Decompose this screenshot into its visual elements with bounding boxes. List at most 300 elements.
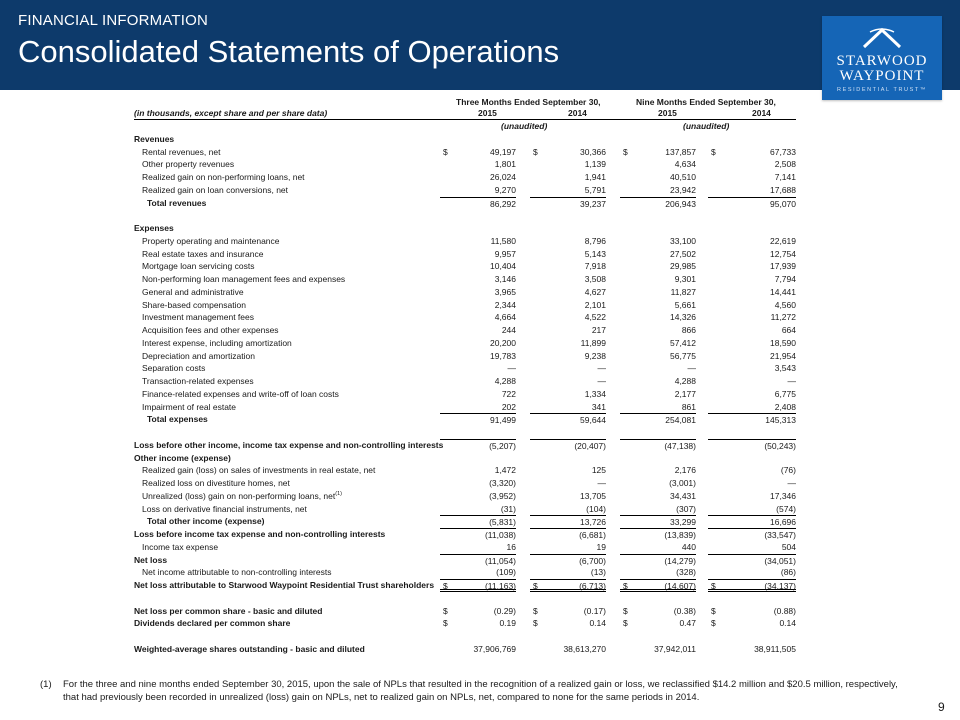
table-row [134,643,796,656]
value-cell [708,337,796,350]
value-cell [440,184,516,197]
value-cell [620,350,696,363]
row-label [134,643,365,656]
value-cell [620,235,696,248]
cell-value: 33,299 [670,517,696,528]
value-cell [620,299,696,312]
value-cell [620,248,696,261]
table-row [134,171,796,184]
value-cell [708,350,796,363]
row-label-text: Total revenues [147,197,207,208]
cell-value: (307) [676,503,696,514]
value-cell [530,503,606,516]
value-cell [620,337,696,350]
table-row [134,528,796,541]
table-row [134,452,796,465]
cell-value: 1,801 [494,159,516,170]
cell-value: 18,590 [770,337,796,348]
cell-value: 21,954 [770,350,796,361]
cell-value: 30,366 [580,146,606,157]
table-row [134,350,796,363]
cell-value: 38,613,270 [563,643,606,654]
cell-value: 3,508 [584,274,606,284]
cell-value: 137,857 [665,146,696,157]
value-cell [530,566,606,579]
row-label-text: Weighted-average shares outstanding - basic and diluted [134,643,365,654]
unaudited-row [134,120,796,133]
value-cell [440,503,516,516]
cell-value: 244 [501,325,516,335]
value-cell [708,171,796,184]
footnote-reference: (1) [335,490,342,497]
row-label [142,388,339,401]
value-cell [440,515,516,528]
cell-value: 14,326 [670,312,696,323]
row-label [147,413,208,426]
value-cell [530,362,606,375]
cell-value: 4,634 [674,159,696,170]
value-cell [440,566,516,579]
cell-value: 27,502 [670,248,696,259]
value-cell [530,260,606,273]
cell-value: (86) [780,567,796,578]
cell-value: 6,775 [774,388,796,399]
row-label [142,273,345,286]
value-cell [620,362,696,375]
year-header: 2015 [478,108,497,118]
value-cell [708,515,796,528]
cell-value: 5,791 [584,184,606,195]
table-row [134,617,796,630]
table-row [134,133,796,146]
cell-value: 9,270 [494,184,516,195]
value-cell [620,324,696,337]
cell-value: 34,431 [670,490,696,501]
cell-value: 67,733 [770,146,796,157]
value-cell [530,311,606,324]
cell-value: (6,713) [579,581,606,591]
currency-symbol: $ [533,605,538,616]
cell-value: (34,051) [764,555,796,566]
row-label-text: Dividends declared per common share [134,618,291,629]
value-cell [708,490,796,503]
row-label-text: Loss on derivative financial instruments, net [142,503,307,514]
cell-value: (5,207) [489,440,516,451]
value-cell [708,554,796,567]
cell-value: 8,796 [584,235,606,246]
row-label [134,579,434,592]
table-row [134,311,796,324]
currency-symbol: $ [533,146,538,157]
cell-value: 4,288 [494,376,516,386]
value-cell [708,477,796,490]
row-label [142,566,331,579]
value-cell [620,617,696,630]
cell-value: 37,942,011 [654,643,696,654]
value-cell [708,439,796,452]
spacer-row [134,426,796,439]
value-cell [530,541,606,554]
cell-value: 1,334 [584,388,606,399]
cell-value: 10,404 [490,261,516,272]
row-label [142,541,218,554]
value-cell [530,286,606,299]
table-row [134,260,796,273]
row-label-text: Income tax expense [142,541,219,552]
value-cell [530,375,606,388]
row-label [142,311,254,324]
cell-value: (34,137) [764,581,796,591]
cell-value: — [597,478,606,488]
row-label [134,617,290,630]
cell-value: 22,619 [770,235,796,246]
value-cell [440,528,516,541]
value-cell [708,260,796,273]
cell-value: — [597,363,606,374]
row-label-text: Impairment of real estate [142,401,237,412]
cell-value: 11,899 [580,337,606,348]
logo-line-1: STARWOOD [836,53,928,69]
cell-value: (0.38) [673,605,696,616]
value-cell [530,579,606,592]
cell-value: (13) [590,567,606,578]
cell-value: (0.29) [493,605,516,616]
row-label-text: Acquisition fees and other expenses [142,325,279,335]
row-label-text: Non-performing loan management fees and expenses [142,274,346,284]
row-label-text: Net loss attributable to Starwood Waypoint Residential Trust shareholders [134,580,435,590]
row-label [142,362,205,375]
cell-value: 13,705 [580,490,606,501]
year-header: 2014 [568,108,587,118]
cell-value: (13,839) [664,530,696,540]
value-cell [530,350,606,363]
row-label-text: Revenues [134,133,175,144]
value-cell [440,158,516,171]
value-cell [530,146,606,159]
row-label-text: Transaction-related expenses [142,376,254,386]
currency-symbol: $ [533,618,538,629]
value-cell [440,273,516,286]
cell-value: 2,176 [674,465,696,476]
cell-value: (328) [676,567,696,578]
group-header-three-months: Three Months Ended September 30, [456,97,601,107]
value-cell [530,490,606,503]
row-label [134,452,231,465]
row-label-text: Real estate taxes and insurance [142,248,264,259]
value-cell [620,439,696,452]
row-label [142,146,220,159]
value-cell [530,401,606,414]
cell-value: (6,700) [579,555,606,566]
table-row [134,579,796,592]
currency-symbol: $ [623,581,628,591]
cell-value: 59,644 [580,415,606,426]
table-row [134,184,796,197]
cell-value: 12,754 [770,248,796,259]
cell-value: 17,346 [770,490,796,501]
value-cell [708,528,796,541]
cell-value: 1,941 [584,172,606,182]
table-row [134,401,796,414]
row-label-text: Realized gain on non-performing loans, net [142,172,305,182]
cell-value: (76) [780,465,796,476]
value-cell [530,605,606,618]
row-label [142,503,307,516]
row-label-text: Net loss [134,554,168,565]
value-cell [708,146,796,159]
cell-value: 2,508 [774,159,796,170]
cell-value: (50,243) [764,440,796,451]
value-cell [708,273,796,286]
row-label [134,605,322,618]
cell-value: 29,985 [670,261,696,272]
row-label [134,554,167,567]
cell-value: 341 [591,401,606,412]
cell-value: 206,943 [665,198,696,209]
value-cell [530,515,606,528]
cell-value: 16,696 [770,517,796,528]
row-label [134,222,174,235]
row-label [142,260,254,273]
row-label [142,235,280,248]
value-cell [620,477,696,490]
footnote-marker: (1) [40,679,52,690]
row-label-text: Net income attributable to non-controlling interests [142,567,332,578]
value-cell [708,197,796,210]
row-label [142,477,290,490]
value-cell [708,566,796,579]
value-cell [440,388,516,401]
section-kicker: FINANCIAL INFORMATION [18,12,209,29]
value-cell [708,401,796,414]
cell-value: 254,081 [665,415,696,426]
cell-value: — [597,376,606,386]
value-cell [620,311,696,324]
cell-value: (33,547) [764,530,796,540]
cell-value: (11,163) [484,581,516,591]
spacer-row [134,209,796,222]
table-row [134,605,796,618]
value-cell [440,299,516,312]
value-cell [708,362,796,375]
value-cell [708,605,796,618]
value-cell [440,401,516,414]
value-cell [620,490,696,503]
unaudited-label-three-months: (unaudited) [501,121,548,131]
value-cell [530,528,606,541]
value-cell [620,197,696,210]
value-cell [708,541,796,554]
value-cell [440,617,516,630]
unaudited-label-nine-months: (unaudited) [683,121,730,131]
cell-value: 0.47 [679,618,696,629]
value-cell [440,439,516,452]
cell-value: 2,177 [674,388,696,399]
page-title: Consolidated Statements of Operations [18,34,560,69]
row-label-text: Net loss per common share - basic and diluted [134,605,323,616]
value-cell [530,439,606,452]
table-row [134,299,796,312]
value-cell [440,375,516,388]
value-cell [708,643,796,656]
cell-value: 1,139 [584,159,606,170]
table-row [134,375,796,388]
units-label: (in thousands, except share and per share data) [134,108,328,118]
value-cell [620,401,696,414]
value-cell [620,388,696,401]
row-label-text: Unrealized (loss) gain on non-performing loans, net [142,490,336,501]
value-cell [440,541,516,554]
value-cell [530,158,606,171]
cell-value: 11,827 [670,286,696,297]
value-cell [440,579,516,592]
table-row [134,413,796,426]
value-cell [620,286,696,299]
row-label-text: Separation costs [142,363,206,374]
row-label-text: Other income (expense) [134,452,231,463]
row-label-text: Loss before income tax expense and non-controlling interests [134,529,386,539]
cell-value: 5,143 [584,248,606,259]
cell-value: — [787,376,796,386]
currency-symbol: $ [443,618,448,629]
cell-value: (47,138) [664,440,696,451]
table-row [134,541,796,554]
currency-symbol: $ [533,581,538,591]
row-label-text: Other property revenues [142,159,235,170]
cell-value: (11,038) [484,530,516,540]
row-label [142,490,342,503]
cell-value: 33,100 [670,235,696,246]
cell-value: 2,408 [774,401,796,412]
value-cell [530,197,606,210]
value-cell [440,248,516,261]
row-label-text: Total expenses [147,414,208,425]
value-cell [530,643,606,656]
cell-value: 9,301 [674,274,696,284]
cell-value: 2,101 [584,299,606,310]
row-label-text: Property operating and maintenance [142,235,280,246]
value-cell [530,299,606,312]
table-row [134,248,796,261]
value-cell [440,362,516,375]
cell-value: 17,688 [770,184,796,195]
value-cell [440,413,516,426]
table-row [134,273,796,286]
cell-value: (0.88) [773,605,796,616]
cell-value: 86,292 [490,198,516,209]
value-cell [708,375,796,388]
row-label [142,324,279,337]
group-header-nine-months: Nine Months Ended September 30, [636,97,776,107]
cell-value: 440 [681,541,696,552]
cell-value: 4,522 [584,312,606,323]
value-cell [440,171,516,184]
cell-value: — [687,363,696,374]
cell-value: (574) [776,503,796,514]
cell-value: 39,237 [580,198,606,209]
row-label-text: Investment management fees [142,312,254,323]
cell-value: (0.17) [583,605,606,616]
cell-value: 4,664 [494,312,516,323]
value-cell [620,579,696,592]
row-label [142,158,234,171]
cell-value: (3,001) [669,478,696,488]
row-label [147,515,264,528]
currency-symbol: $ [711,618,716,629]
value-cell [708,184,796,197]
row-label-text: Interest expense, including amortization [142,337,292,348]
value-cell [708,503,796,516]
value-cell [620,171,696,184]
table-row [134,388,796,401]
cell-value: 23,942 [670,184,696,195]
cell-value: (31) [500,503,516,514]
table-row [134,197,796,210]
value-cell [440,464,516,477]
footnote-text: For the three and nine months ended September 30, 2015, upon the sale of NPLs that resulted in the recognition of a realized gain or loss, we reclassified $14.2 million and $20.5 million, respectively, that had previously been recorded in unrealized (loss) gain on NPLs, net to realized gain on NPLs, net, compared to none for the same periods in 2014. [63,679,898,703]
value-cell [530,554,606,567]
value-cell [620,146,696,159]
cell-value: 9,957 [494,248,516,259]
value-cell [440,197,516,210]
statement-table [134,97,796,656]
cell-value: 95,070 [770,198,796,209]
value-cell [440,477,516,490]
group-header-row [134,97,796,107]
currency-symbol: $ [623,605,628,616]
logo-line-2: WAYPOINT [839,68,925,84]
value-cell [620,528,696,541]
cell-value: 14,441 [770,286,796,297]
value-cell [708,617,796,630]
row-label-text: Realized gain (loss) on sales of investments in real estate, net [142,465,376,476]
value-cell [530,273,606,286]
cell-value: 56,775 [670,350,696,361]
cell-value: 17,939 [770,261,796,272]
value-cell [530,184,606,197]
value-cell [530,171,606,184]
currency-symbol: $ [623,146,628,157]
row-label [142,184,288,197]
cell-value: 2,344 [494,299,516,310]
spacer-row [134,592,796,605]
roof-icon [862,25,902,49]
row-label-text: Depreciation and amortization [142,350,255,361]
cell-value: 202 [501,401,516,412]
value-cell [530,248,606,261]
cell-value: 3,543 [774,363,796,374]
value-cell [530,388,606,401]
value-cell [708,388,796,401]
row-label-text: Expenses [134,223,174,233]
cell-value: 11,580 [490,235,516,246]
cell-value: 11,272 [770,312,796,323]
row-label [142,350,255,363]
cell-value: 866 [681,325,696,335]
cell-value: (14,607) [664,581,696,591]
cell-value: 5,661 [674,299,696,310]
cell-value: 7,794 [774,274,796,284]
table-row [134,146,796,159]
cell-value: 504 [781,541,796,552]
value-cell [620,260,696,273]
cell-value: (5,831) [489,517,516,528]
value-cell [708,286,796,299]
cell-value: (3,952) [489,490,516,501]
header-bar [0,0,960,90]
value-cell [620,515,696,528]
value-cell [440,324,516,337]
